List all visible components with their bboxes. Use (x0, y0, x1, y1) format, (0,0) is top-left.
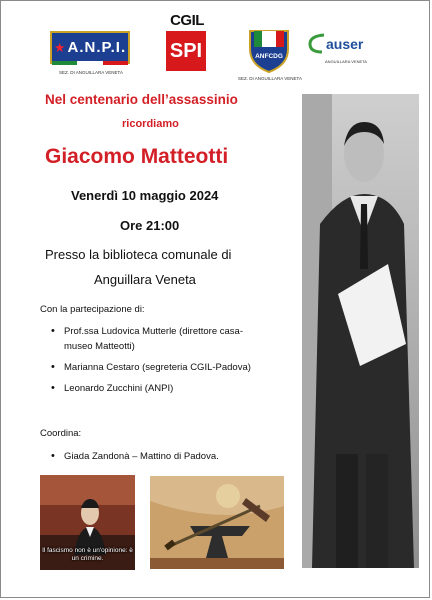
auser-subtitle: ANGUILLARA VENETA (325, 59, 367, 64)
anvil-illustration (150, 476, 284, 569)
headline-line2: ricordiamo (122, 118, 179, 130)
honoree-name: Giacomo Matteotti (45, 145, 229, 168)
headline-line1: Nel centenario dell’assassinio (45, 92, 238, 107)
event-date: Venerdì 10 maggio 2024 (71, 188, 219, 203)
portrait-illustration (302, 94, 419, 568)
auser-logo (306, 32, 376, 60)
cgil-spi-logo (166, 12, 208, 71)
participants-label: Con la partecipazione di: (40, 304, 145, 315)
list-item: • Prof.ssa Ludovica Mutterle (direttore casa-museo Matteotti) (40, 324, 260, 354)
auser-swoosh-icon (306, 32, 328, 56)
list-item: • Leonardo Zucchini (ANPI) (40, 381, 260, 396)
spi-box: SPI (166, 31, 206, 71)
venue-line2: Anguillara Veneta (94, 272, 196, 287)
event-time: Ore 21:00 (120, 218, 180, 233)
list-item: • Giada Zandonà – Mattino di Padova. (40, 449, 280, 464)
coordination-label: Coordina: (40, 428, 82, 439)
venue-line1: Presso la biblioteca comunale di (45, 247, 232, 262)
matteotti-portrait-photo (302, 94, 419, 568)
anpi-logo (50, 31, 130, 64)
anpi-subtitle: SEZ. DI ANGUILLARA VENETA (59, 70, 123, 75)
anfcdg-emblem (246, 25, 292, 73)
auser-word: auser (326, 36, 364, 52)
cgil-word: CGIL (170, 12, 204, 29)
anfcdg-subtitle: SEZ. DI ANGUILLARA VENETA (238, 76, 302, 81)
shield-icon (246, 25, 292, 73)
photo-caption: Il fascismo non è un'opinione: è un crimine. (42, 547, 133, 562)
anvil-sword-illustration (150, 476, 284, 569)
parliament-speech-photo (40, 475, 135, 570)
participants-list (40, 318, 260, 396)
list-item: • Marianna Cestaro (segreteria CGIL-Padova) (40, 360, 260, 375)
anpi-logo-text: A.N.P.I. (67, 39, 127, 56)
coordination-list (40, 443, 280, 464)
tricolor-stripe (52, 61, 128, 65)
anfcdg-emblem-text: ANFCDG (255, 53, 283, 60)
star-icon: ★ (53, 39, 67, 55)
